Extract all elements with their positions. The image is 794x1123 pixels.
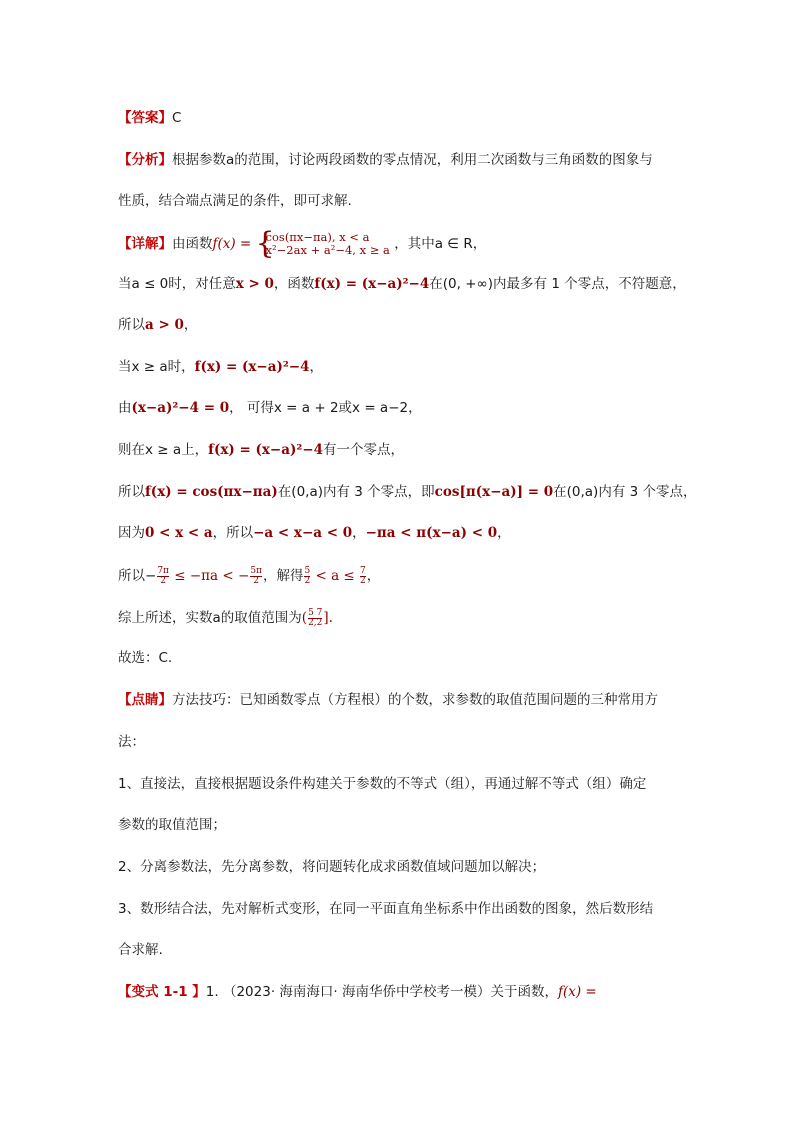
fraction-numerator: 7 [360,565,366,576]
answer-tag: 【答案】 [118,110,172,126]
fraction-denominator: 2 [157,576,169,586]
method-3-line-b: 合求解. [118,942,163,958]
step-2-text-c: ， [183,317,198,333]
fraction-numerator: 7π [157,565,169,576]
fraction-7-2 [360,567,366,586]
analysis-tag: 【分析】 [118,152,172,168]
analysis-line-1 [118,150,694,170]
analysis-line-2: 性质，结合端点满足的条件，即可求解. [118,193,352,209]
step-8-text-c: ，解得 [262,568,304,584]
step-1-text-c: ，函数 [273,276,315,292]
fraction-7pi-2 [157,567,169,586]
step-1 [118,274,694,294]
step-5-text-c: 有一个零点， [323,442,404,458]
interval-num-2: 7 [316,607,323,618]
method-2-line: 2、分离参数法，先分离参数，将问题转化成求函数值域问题加以解决； [118,859,546,875]
variant-tag: 【变式 1-1 】 [118,984,206,1000]
step-6-text-e: 在(0,a)内有 3 个零点， [553,484,697,500]
step-9 [118,606,694,630]
variant-line [118,982,694,1002]
step-4-text-c: ， 可得x = a + 2或x = a−2， [229,400,422,416]
comment-tag: 【点睛】 [118,692,172,708]
step-6-text-c: 在(0,a)内有 3 个零点，即 [277,484,435,500]
detail-fx: f(x) = [212,236,252,252]
variant-text: 1. （2023· 海南海口· 海南华侨中学校考一模）关于函数， [205,984,558,1000]
detail-tail: ，其中a ∈ R， [394,236,487,252]
step-4-math-b: (x−a)²−4 = 0 [131,400,230,416]
fraction-5pi-2 [250,567,262,586]
step-7-text-c: ，所以 [212,525,254,541]
variant-fx: f(x) = [558,984,597,1000]
step-3-text-c: ， [309,359,323,375]
step-7-text-e: ， [352,525,366,541]
comment-text-1: 方法技巧：已知函数零点（方程根）的个数，求参数的取值范围问题的三种常用方 [172,692,658,708]
step-4-text-a: 由 [118,400,132,416]
interval-num-1: 5 [308,607,314,618]
step-4 [118,398,694,418]
step-8 [118,563,694,589]
comment-line-2: 法： [118,734,145,750]
step-10: 故选：C. [118,650,173,666]
step-1-text-a: 当a ≤ 0时，对任意 [118,276,236,292]
step-2 [118,315,694,335]
detail-intro: 由函数 [172,236,213,252]
piecewise-brace: { [255,226,275,261]
step-7-math-d: −a < x−a < 0 [253,525,353,541]
step-3 [118,357,694,377]
step-7-text-g: ， [497,525,511,541]
detail-tag: 【详解】 [118,236,172,252]
step-7 [118,523,694,543]
fraction-numerator: 5 [304,565,311,576]
step-8-math-b: ≤ −πa < − [169,568,250,584]
step-8-text-a: 所以− [118,568,157,584]
comment-line-1 [118,690,694,710]
step-6-math-d: cos[π(x−a)] = 0 [434,484,554,500]
fraction-numerator: 5π [250,565,262,576]
fraction-denominator: 2 [304,575,311,586]
answer-line [118,108,694,128]
answer-text: C [172,110,182,126]
step-5 [118,440,694,460]
step-8-text-f: ， [366,568,381,584]
step-5-math-b: f(x) = (x−a)²−4 [208,442,323,458]
analysis-text-1: 根据参数a的范围，讨论两段函数的零点情况，利用二次函数与三角函数的图象与 [172,152,653,168]
step-9-text-a: 综上所述，实数a的取值范围为 [118,610,302,626]
interval-denominators: 2,2 [308,617,323,628]
method-1-line-b: 参数的取值范围； [118,817,226,833]
step-1-math-b: x > 0 [235,276,274,292]
step-3-math-b: f(x) = (x−a)²−4 [194,359,310,375]
fraction-5-2 [304,567,310,586]
step-7-text-a: 因为 [118,525,145,541]
piecewise-case-1: cos(πx−πa), x < a [265,230,370,244]
piecewise-function [255,226,390,261]
interval-open-paren: ( [301,610,308,626]
step-7-math-f: −πa < π(x−a) < 0 [365,525,498,541]
piecewise-case-2: x²−2ax + a²−4, x ≥ a [265,243,390,257]
step-6-text-a: 所以 [118,484,145,500]
step-6 [118,482,697,502]
step-1-text-e: 在(0, +∞)内最多有 1 个零点，不符题意， [429,276,686,292]
detail-line [118,228,694,260]
step-3-text-a: 当x ≥ a时， [118,359,195,375]
step-1-math-d: f(x) = (x−a)²−4 [314,276,430,292]
step-2-text-a: 所以 [118,317,145,333]
step-7-math-b: 0 < x < a [145,525,213,541]
fraction-denominator: 2 [360,575,366,586]
method-1-line-a: 1、直接法，直接根据题设条件构建关于参数的不等式（组），再通过解不等式（组）确定 [118,776,647,792]
step-6-math-b: f(x) = cos(πx−πa) [145,484,278,500]
step-8-math-e: < a ≤ [311,568,360,584]
step-2-math-b: a > 0 [145,317,184,333]
method-3-line-a: 3、数形结合法，先对解析式变形，在同一平面直角坐标系中作出函数的图象，然后数形结 [118,901,654,917]
fraction-denominator: 2 [250,576,262,586]
interval-fractions [308,609,322,628]
step-5-text-a: 则在x ≥ a上， [118,442,209,458]
interval-close: ]. [323,610,333,626]
